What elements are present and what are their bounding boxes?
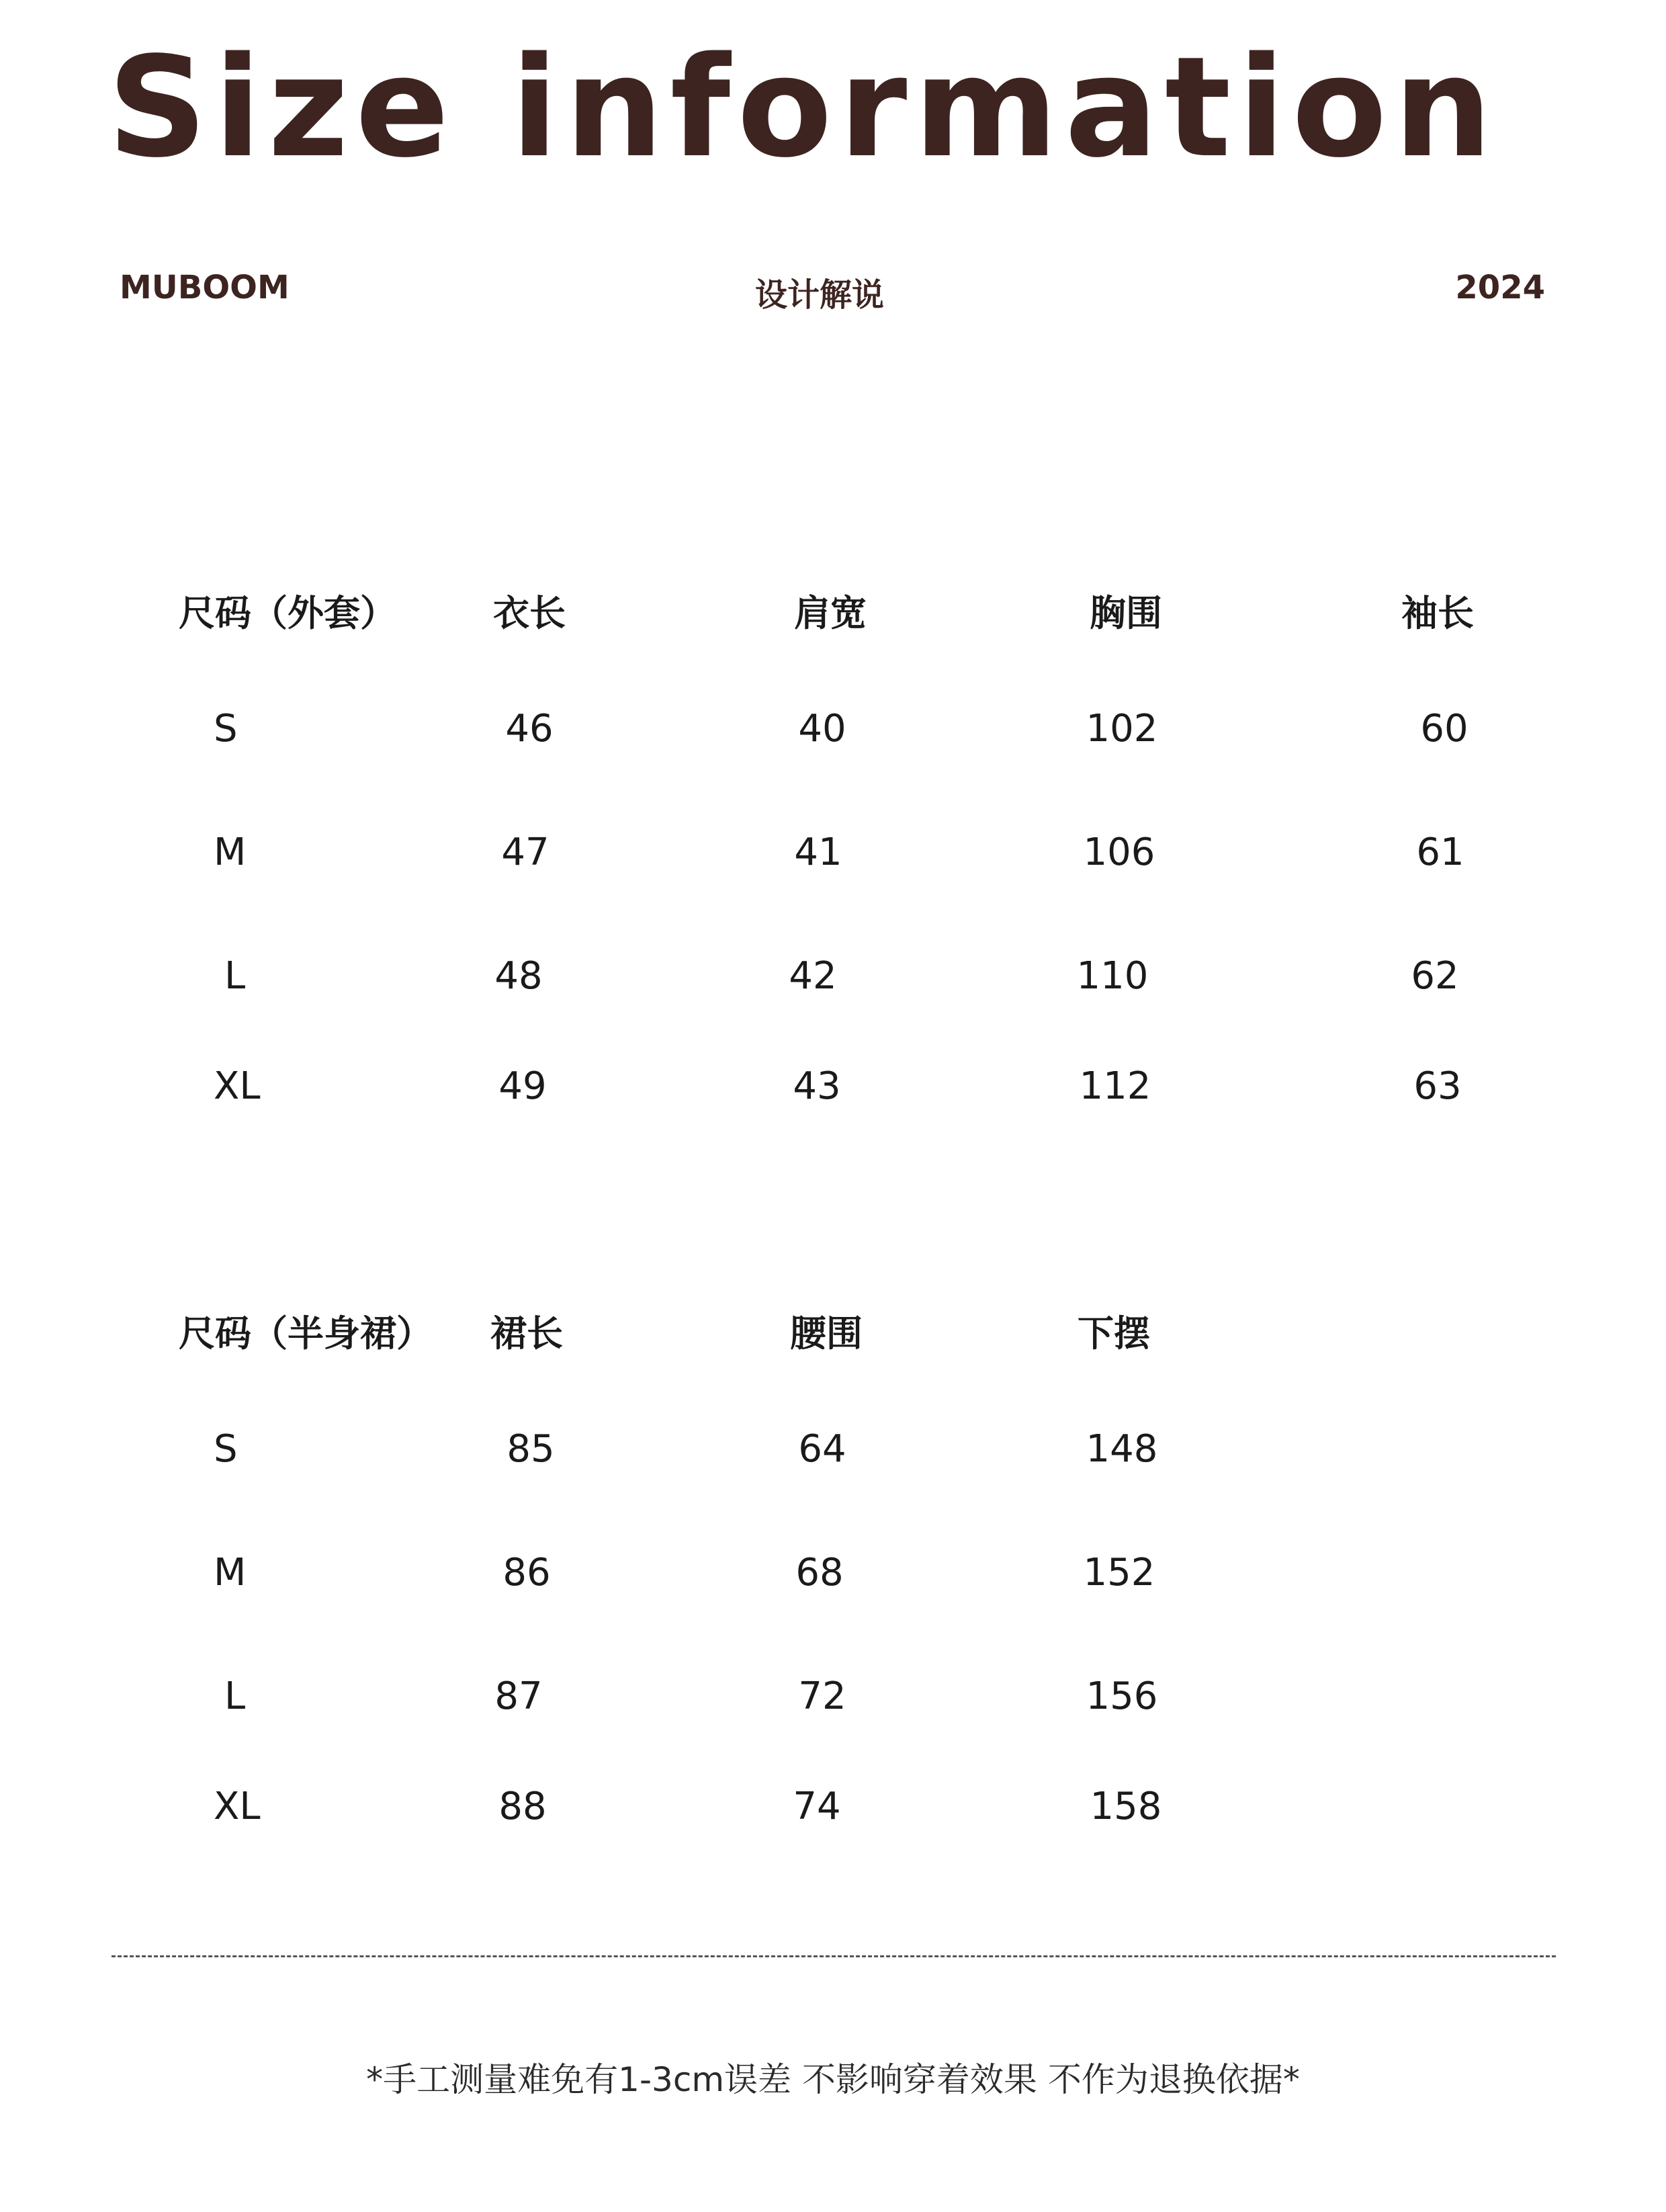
table-cell: 158	[1090, 1785, 1162, 1828]
table-cell: 72	[798, 1674, 846, 1718]
table-cell: 106	[1083, 831, 1155, 874]
skirt-header-length: 裙长	[490, 1312, 563, 1355]
skirt-header-hem: 下摆	[1078, 1312, 1150, 1355]
table-cell: 62	[1411, 954, 1459, 998]
table-cell: 68	[795, 1551, 844, 1594]
jacket-header-shoulder: 肩宽	[794, 592, 867, 634]
table-cell: M	[214, 1551, 247, 1594]
jacket-header-chest: 胸围	[1090, 592, 1162, 634]
table-cell: XL	[214, 1785, 261, 1828]
jacket-header-size: 尺码（外套）	[179, 592, 396, 634]
table-cell: 88	[498, 1785, 547, 1828]
dashed-divider	[112, 1955, 1556, 1957]
table-cell: XL	[214, 1064, 261, 1108]
table-cell: 112	[1079, 1064, 1151, 1108]
table-cell: 43	[793, 1064, 841, 1108]
table-cell: 60	[1420, 707, 1468, 751]
table-cell: 86	[502, 1551, 551, 1594]
table-cell: 46	[505, 707, 554, 751]
table-cell: 152	[1083, 1551, 1155, 1594]
table-cell: 61	[1416, 831, 1464, 874]
skirt-header-waist: 腰围	[790, 1312, 863, 1355]
measurement-note: *手工测量难免有1-3cm误差 不影响穿着效果 不作为退换依据*	[366, 2060, 1300, 2099]
jacket-header-sleeve: 袖长	[1401, 592, 1474, 634]
table-cell: L	[224, 1674, 246, 1718]
page-title: Size information	[107, 27, 1499, 188]
table-cell: L	[224, 954, 246, 998]
table-cell: 85	[507, 1427, 555, 1471]
table-cell: 48	[494, 954, 543, 998]
table-cell: 63	[1413, 1064, 1462, 1108]
table-cell: S	[214, 1427, 238, 1471]
design-label: 设计解说	[754, 276, 884, 314]
jacket-header-length: 衣长	[493, 592, 566, 634]
year-label: 2024	[1455, 269, 1545, 306]
table-cell: 47	[501, 831, 550, 874]
table-cell: S	[214, 707, 238, 751]
table-cell: 42	[789, 954, 837, 998]
table-cell: 49	[498, 1064, 547, 1108]
table-cell: 41	[794, 831, 842, 874]
table-cell: 87	[494, 1674, 543, 1718]
skirt-header-size: 尺码（半身裙）	[179, 1312, 433, 1355]
table-cell: 64	[798, 1427, 846, 1471]
table-cell: 110	[1076, 954, 1149, 998]
table-cell: 156	[1086, 1674, 1158, 1718]
brand-label: MUBOOM	[120, 269, 290, 306]
table-cell: M	[214, 831, 247, 874]
table-cell: 102	[1086, 707, 1158, 751]
table-cell: 40	[798, 707, 846, 751]
table-cell: 148	[1086, 1427, 1158, 1471]
table-cell: 74	[793, 1785, 841, 1828]
